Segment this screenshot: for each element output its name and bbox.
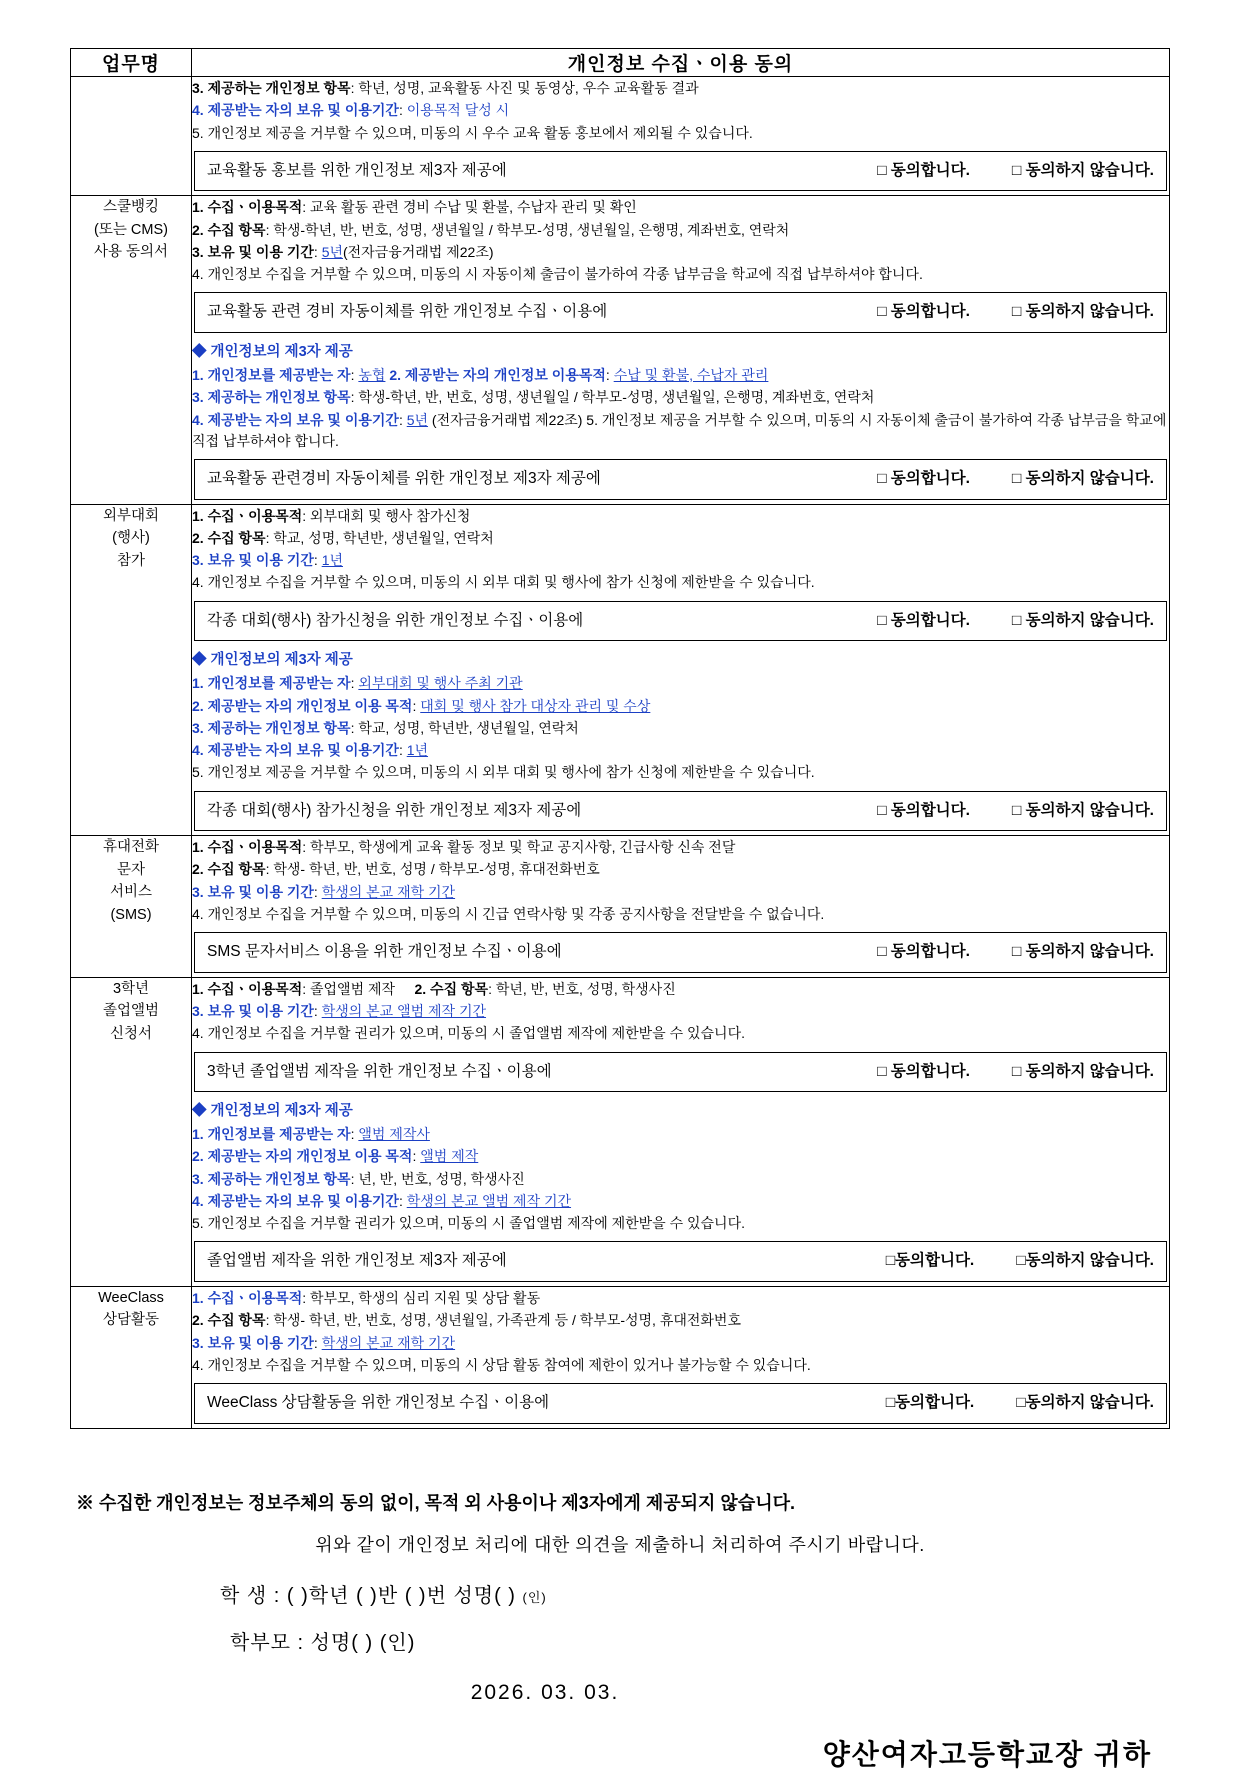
- footer-notes: [70, 1489, 1170, 1773]
- consent-line: 3. 제공하는 개인정보 항목: 년, 반, 번호, 성명, 학생사진: [192, 1170, 525, 1187]
- consent-line: 1. 수집ㆍ이용목적: 학부모, 학생의 심리 지원 및 상담 활동: [192, 1289, 541, 1306]
- task-label-line: WeeClass: [98, 1289, 164, 1306]
- table-row: [71, 836, 1170, 978]
- agreement-label: 교육활동 홍보를 위한 개인정보 제3자 제공에: [207, 161, 507, 179]
- consent-line: 1. 수집ㆍ이용목적: 학부모, 학생에게 교육 활동 정보 및 학교 공지사항, 긴급사항 신속 전달: [192, 839, 736, 856]
- consent-line: 5. 개인정보 제공을 거부할 수 있으며, 미동의 시 우수 교육 활동 홍보에서 제외될 수 있습니다.: [192, 124, 753, 141]
- agree-checkbox-yes[interactable]: □ 동의합니다.: [877, 161, 970, 179]
- consent-line: 2. 수집 항목: 학생- 학년, 반, 번호, 성명 / 학부모-성명, 휴대전화번호: [192, 861, 600, 878]
- parent-signature-line: [70, 1626, 1170, 1655]
- task-label-line: 참가: [116, 552, 145, 569]
- agree-checkbox-yes[interactable]: □ 동의합니다.: [877, 801, 970, 819]
- consent-content-cell: [192, 836, 1170, 978]
- agreement-box[interactable]: [194, 1241, 1167, 1282]
- agree-checkbox-yes[interactable]: □ 동의합니다.: [877, 943, 970, 961]
- task-name-cell: [71, 977, 192, 1286]
- consent-content-cell: [192, 977, 1170, 1286]
- agree-checkbox-no[interactable]: □ 동의하지 않습니다.: [1011, 1062, 1154, 1080]
- agreement-box[interactable]: [194, 151, 1167, 192]
- task-label-line: (행사): [112, 530, 150, 547]
- consent-line: 4. 개인정보 수집을 거부할 권리가 있으며, 미동의 시 졸업앨범 제작에 제한받을 수 있습니다.: [192, 1025, 745, 1042]
- consent-line: 2. 제공받는 자의 개인정보 이용 목적: 앨범 제작: [192, 1148, 479, 1165]
- agreement-box[interactable]: [194, 459, 1167, 500]
- agreement-label: SMS 문자서비스 이용을 위한 개인정보 수집ㆍ이용에: [207, 943, 562, 961]
- consent-line: 4. 개인정보 수집을 거부할 수 있으며, 미동의 시 상담 활동 참여에 제한이 있거나 불가능할 수 있습니다.: [192, 1356, 811, 1373]
- consent-line: 2. 수집 항목: 학생-학년, 반, 번호, 성명, 생년월일 / 학부모-성명, 생년월일, 은행명, 계좌번호, 연락처: [192, 221, 790, 238]
- task-name-cell: [71, 836, 192, 978]
- request-statement: 위와 같이 개인정보 처리에 대한 의견을 제출하니 처리하여 주시기 바랍니다.: [315, 1534, 925, 1555]
- parent-signature-text: 학부모 : 성명( ): [230, 1631, 374, 1654]
- consent-line: 1. 수집ㆍ이용목적: 교육 활동 관련 경비 수납 및 환불, 수납자 관리 및 확인: [192, 199, 637, 216]
- student-signature-line: [70, 1579, 1170, 1608]
- consent-content-cell: [192, 1286, 1170, 1428]
- task-label-line: 외부대회: [102, 507, 160, 524]
- third-party-title: ◆ 개인정보의 제3자 제공: [192, 1103, 353, 1120]
- consent-line: 1. 개인정보를 제공받는 자: 앨범 제작사: [192, 1126, 430, 1143]
- consent-line: 3. 보유 및 이용 기간: 학생의 본교 재학 기간: [192, 883, 456, 900]
- task-label-line: 3학년: [112, 980, 150, 997]
- agreement-box[interactable]: [194, 791, 1167, 832]
- agree-checkbox-no[interactable]: □ 동의하지 않습니다.: [1011, 303, 1154, 321]
- consent-line: 1. 개인정보를 제공받는 자: 외부대회 및 행사 주최 기관: [192, 675, 523, 692]
- task-label-line: 휴대전화: [102, 839, 160, 856]
- consent-line: 3. 보유 및 이용 기간: 학생의 본교 앨범 제작 기간: [192, 1002, 487, 1019]
- consent-line: 3. 보유 및 이용 기간: 1년: [192, 552, 343, 569]
- student-signature-text: 학 생 : ( )학년 ( )반 ( )번 성명( ): [220, 1584, 516, 1607]
- task-label-line: 상담활동: [102, 1312, 160, 1329]
- task-name-cell: [71, 196, 192, 504]
- agree-checkbox-no[interactable]: □ 동의하지 않습니다.: [1011, 943, 1154, 961]
- consent-table: [70, 48, 1170, 1429]
- consent-line: 4. 제공받는 자의 보유 및 이용기간: 이용목적 달성 시: [192, 102, 510, 119]
- agree-checkbox-no[interactable]: □ 동의하지 않습니다.: [1011, 801, 1154, 819]
- agree-checkbox-no[interactable]: □동의하지 않습니다.: [1016, 1252, 1154, 1270]
- agreement-box[interactable]: [194, 601, 1167, 642]
- agree-checkbox-yes[interactable]: □ 동의합니다.: [877, 611, 970, 629]
- table-header-row: [71, 49, 1170, 77]
- consent-line: 3. 보유 및 이용 기간: 학생의 본교 재학 기간: [192, 1334, 456, 1351]
- submission-date: 2026. 03. 03.: [470, 1680, 620, 1704]
- task-label-line: 졸업앨범: [102, 1003, 160, 1020]
- task-name-cell: [71, 504, 192, 836]
- agree-checkbox-no[interactable]: □ 동의하지 않습니다.: [1011, 161, 1154, 179]
- consent-line: 4. 개인정보 수집을 거부할 수 있으며, 미동의 시 자동이체 출금이 불가하여 각종 납부금을 학교에 직접 납부하셔야 합니다.: [192, 266, 923, 283]
- consent-line: 1. 수집ㆍ이용목적: 졸업앨범 제작 2. 수집 항목: 학년, 반, 번호, 성명, 학생사진: [192, 980, 676, 997]
- task-label-line: 문자: [116, 861, 145, 878]
- task-label-line: (또는 CMS): [94, 221, 168, 238]
- task-label-line: 신청서: [109, 1025, 153, 1042]
- agree-checkbox-yes[interactable]: □동의합니다.: [885, 1394, 975, 1412]
- agree-checkbox-yes[interactable]: □동의합니다.: [885, 1252, 975, 1270]
- agreement-label: 교육활동 관련경비 자동이체를 위한 개인정보 제3자 제공에: [207, 470, 601, 488]
- consent-content-cell: [192, 196, 1170, 504]
- school-principal-line: 양산여자고등학교장 귀하: [822, 1738, 1152, 1770]
- third-party-title: ◆ 개인정보의 제3자 제공: [192, 652, 353, 669]
- column-header-consent: 개인정보 수집ㆍ이용 동의: [192, 49, 1170, 77]
- consent-line: 4. 제공받는 자의 보유 및 이용기간: 5년 (전자금융거래법 제22조) 5. 개인정보 제공을 거부할 수 있으며, 미동의 시 자동이체 출금이 불가하여 각종 납부금을 학교에 직접 납부하셔야 합니다.: [192, 411, 1167, 449]
- agreement-label: 3학년 졸업앨범 제작을 위한 개인정보 수집ㆍ이용에: [207, 1062, 552, 1080]
- agree-checkbox-no[interactable]: □ 동의하지 않습니다.: [1011, 470, 1154, 488]
- agreement-label: 각종 대회(행사) 참가신청을 위한 개인정보 제3자 제공에: [207, 801, 582, 819]
- agree-checkbox-no[interactable]: □동의하지 않습니다.: [1016, 1394, 1154, 1412]
- task-name-cell: [71, 1286, 192, 1428]
- task-label-line: 서비스: [109, 884, 153, 901]
- consent-line: 3. 제공하는 개인정보 항목: 학년, 성명, 교육활동 사진 및 동영상, 우수 교육활동 결과: [192, 80, 699, 96]
- agreement-label: 각종 대회(행사) 참가신청을 위한 개인정보 수집ㆍ이용에: [207, 611, 584, 629]
- table-row: [71, 196, 1170, 504]
- agree-checkbox-yes[interactable]: □ 동의합니다.: [877, 1062, 970, 1080]
- agreement-label: 교육활동 관련 경비 자동이체를 위한 개인정보 수집ㆍ이용에: [207, 303, 608, 321]
- consent-line: 5. 개인정보 제공을 거부할 수 있으며, 미동의 시 외부 대회 및 행사에 참가 신청에 제한받을 수 있습니다.: [192, 764, 815, 781]
- task-label-line: 사용 동의서: [93, 244, 169, 261]
- agree-checkbox-yes[interactable]: □ 동의합니다.: [877, 470, 970, 488]
- consent-line: 3. 제공하는 개인정보 항목: 학교, 성명, 학년반, 생년월일, 연락처: [192, 719, 579, 736]
- third-party-title: ◆ 개인정보의 제3자 제공: [192, 343, 353, 360]
- consent-line: 5. 개인정보 수집을 거부할 권리가 있으며, 미동의 시 졸업앨범 제작에 제한받을 수 있습니다.: [192, 1215, 745, 1232]
- table-row: [71, 1286, 1170, 1428]
- agreement-box[interactable]: [194, 1383, 1167, 1424]
- consent-line: 3. 제공하는 개인정보 항목: 학생-학년, 반, 번호, 성명, 생년월일 / 학부모-성명, 생년월일, 은행명, 계좌번호, 연락처: [192, 389, 875, 406]
- agreement-box[interactable]: [194, 1052, 1167, 1093]
- task-label-line: 스쿨뱅킹: [102, 199, 160, 216]
- task-label-line: (SMS): [110, 906, 152, 923]
- consent-line: 3. 보유 및 이용 기간: 5년(전자금융거래법 제22조): [192, 243, 494, 260]
- agreement-box[interactable]: [194, 932, 1167, 973]
- consent-line: 2. 수집 항목: 학생- 학년, 반, 번호, 성명, 생년월일, 가족관계 등 / 학부모-성명, 휴대전화번호: [192, 1312, 741, 1329]
- student-seal-mark: (인): [522, 1589, 547, 1605]
- consent-line: 4. 개인정보 수집을 거부할 수 있으며, 미동의 시 긴급 연락사항 및 각종 공지사항을 전달받을 수 없습니다.: [192, 905, 825, 922]
- consent-content-cell: [192, 504, 1170, 836]
- consent-line: 2. 제공받는 자의 개인정보 이용 목적: 대회 및 행사 참가 대상자 관리 및 수상: [192, 697, 651, 714]
- task-name-cell: [71, 77, 192, 196]
- consent-line: 4. 제공받는 자의 보유 및 이용기간: 1년: [192, 742, 429, 759]
- table-row: [71, 77, 1170, 196]
- consent-line: 1. 개인정보를 제공받는 자: 농협 2. 제공받는 자의 개인정보 이용목적: 수납 및 환불, 수납자 관리: [192, 366, 769, 383]
- agreement-label: 졸업앨범 제작을 위한 개인정보 제3자 제공에: [207, 1252, 507, 1270]
- parent-seal-mark: (인): [379, 1631, 416, 1654]
- privacy-note: ※ 수집한 개인정보는 정보주체의 동의 없이, 목적 외 사용이나 제3자에게 제공되지 않습니다.: [76, 1492, 795, 1513]
- table-row: [71, 504, 1170, 836]
- agree-checkbox-no[interactable]: □ 동의하지 않습니다.: [1011, 611, 1154, 629]
- consent-content-cell: [192, 77, 1170, 196]
- table-row: [71, 977, 1170, 1286]
- consent-line: 4. 개인정보 수집을 거부할 수 있으며, 미동의 시 외부 대회 및 행사에 참가 신청에 제한받을 수 있습니다.: [192, 574, 815, 591]
- agree-checkbox-yes[interactable]: □ 동의합니다.: [877, 303, 970, 321]
- consent-line: 1. 수집ㆍ이용목적: 외부대회 및 행사 참가신청: [192, 507, 471, 524]
- consent-line: 4. 제공받는 자의 보유 및 이용기간: 학생의 본교 앨범 제작 기간: [192, 1192, 572, 1209]
- agreement-label: WeeClass 상담활동을 위한 개인정보 수집ㆍ이용에: [207, 1394, 550, 1412]
- consent-line: 2. 수집 항목: 학교, 성명, 학년반, 생년월일, 연락처: [192, 529, 494, 546]
- agreement-box[interactable]: [194, 292, 1167, 333]
- column-header-task: 업무명: [71, 49, 192, 77]
